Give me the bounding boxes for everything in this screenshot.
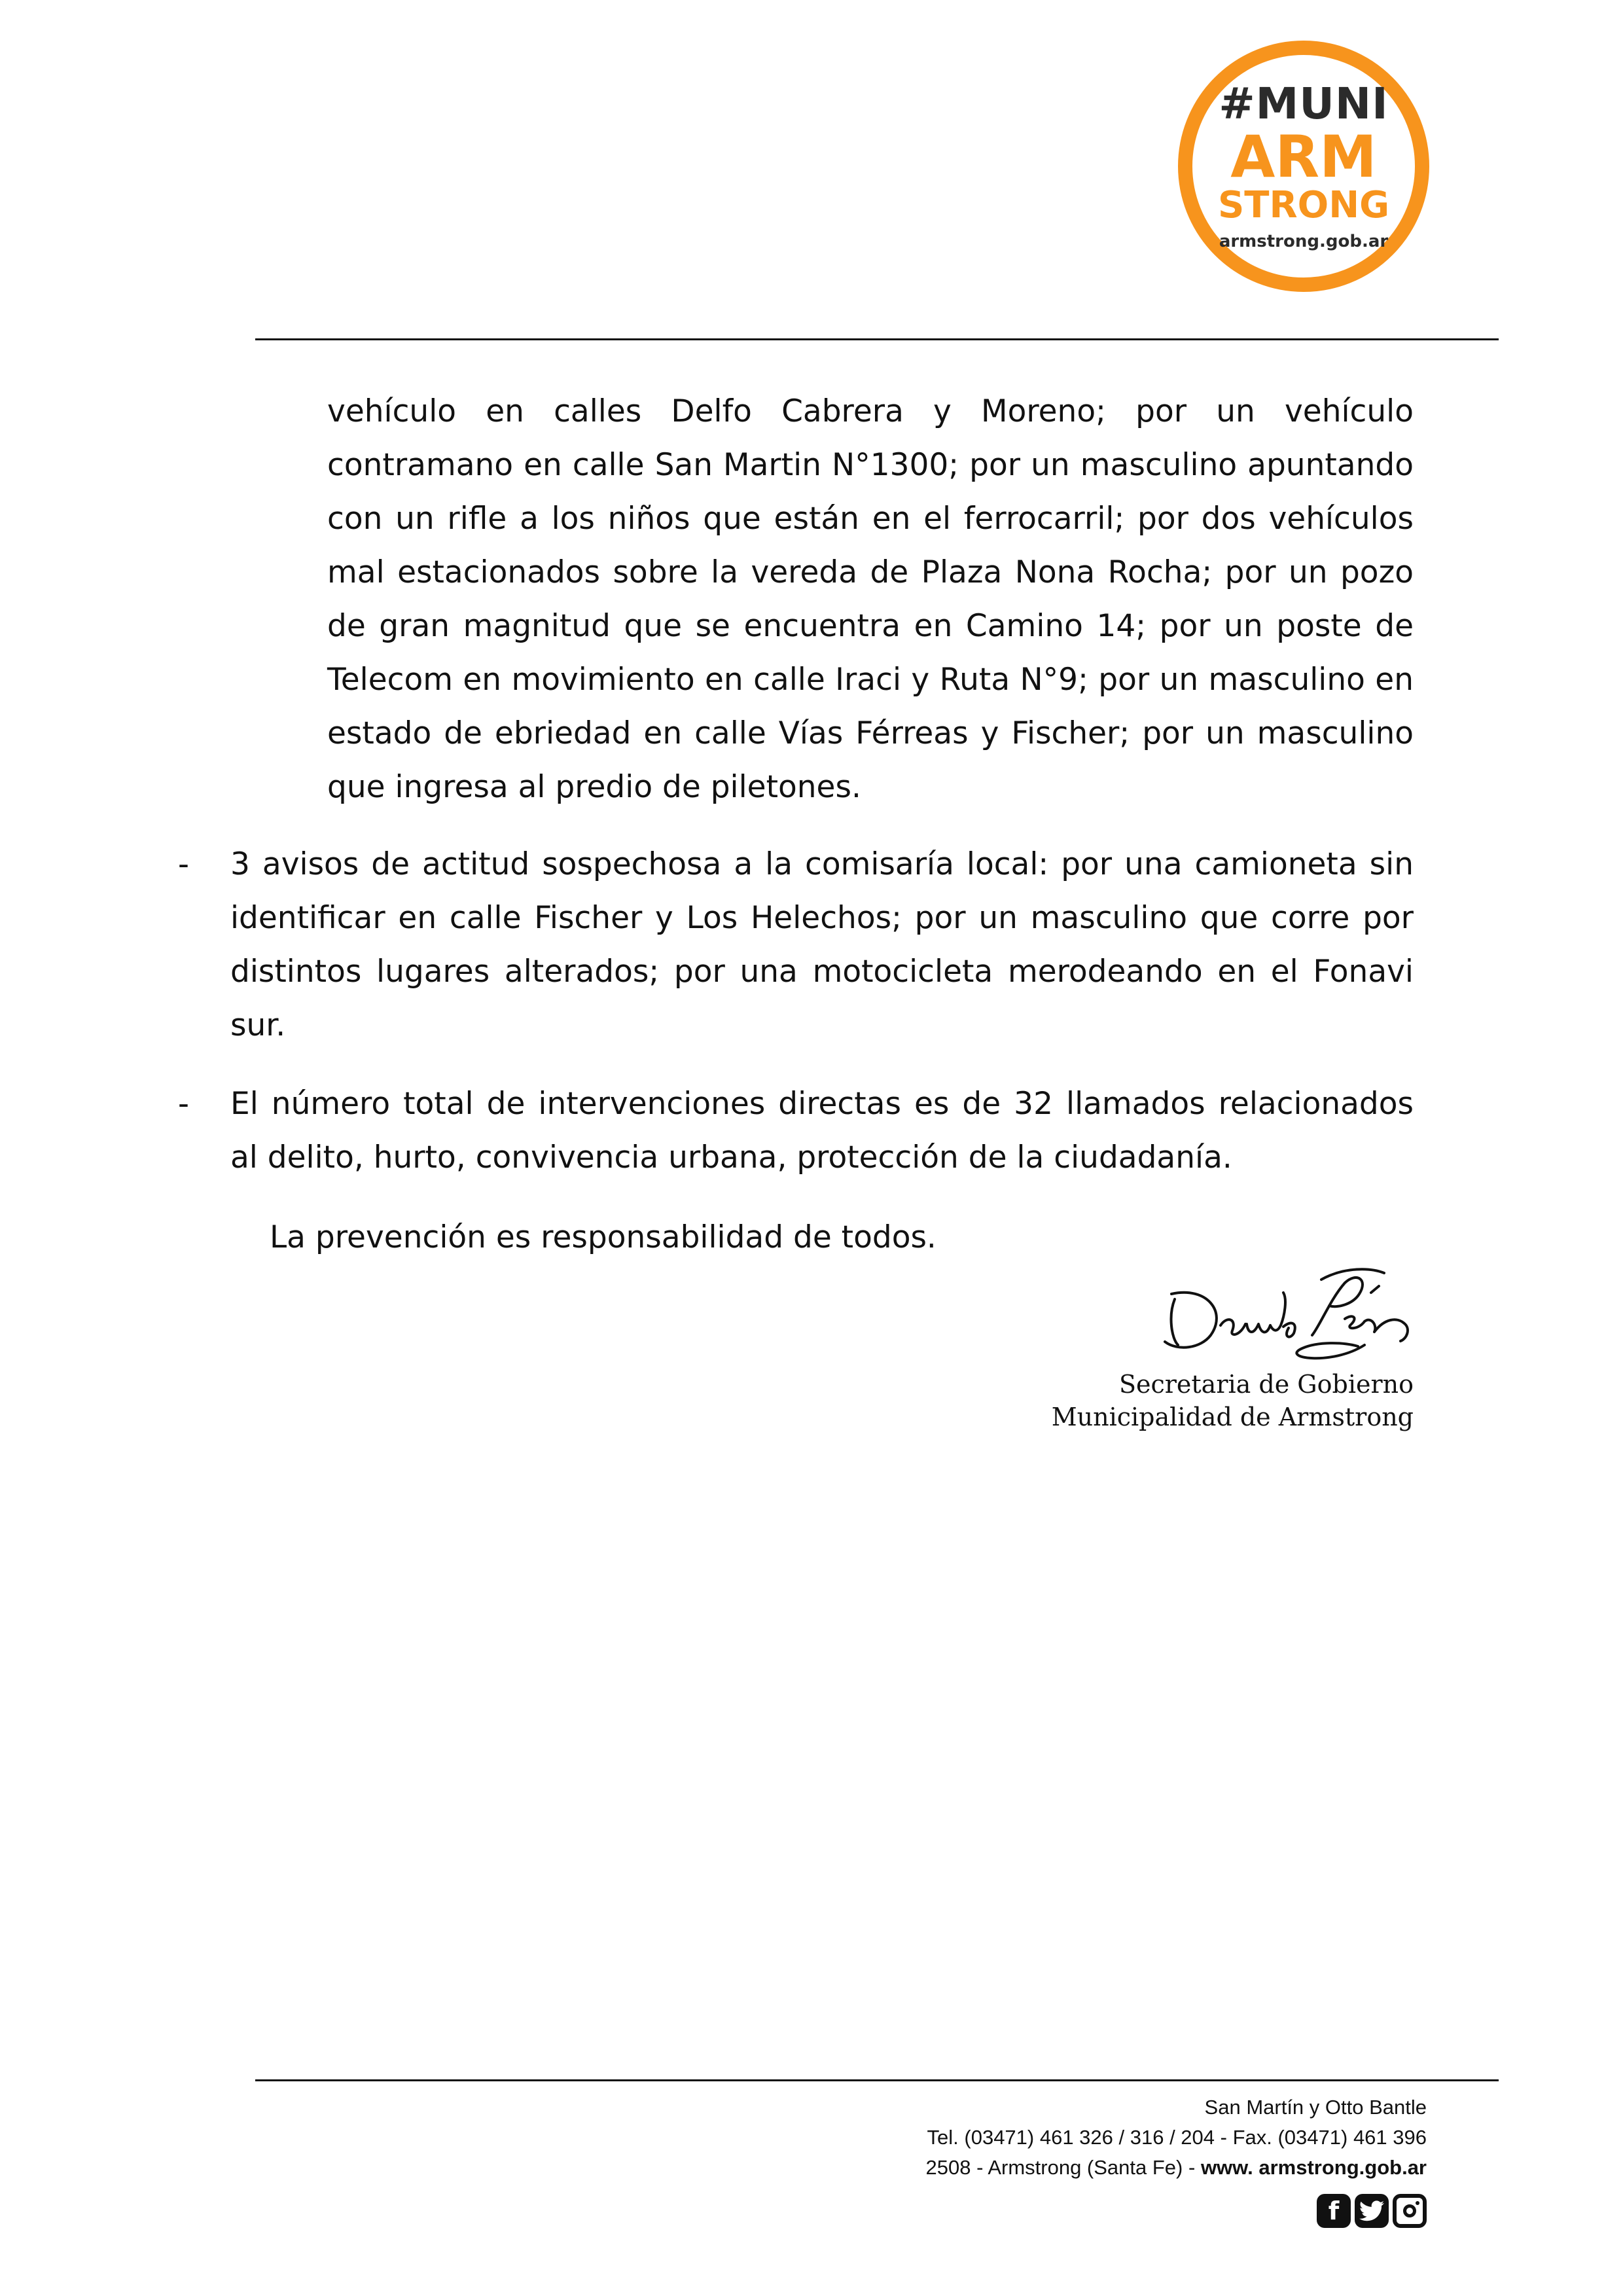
bullet-item-total-interventions: El número total de intervenciones directas es de 32 llamados relacionados al delito, hurto, convivencia urbana, protección de la ciudadanía. — [230, 1086, 1414, 1175]
bullet-item-suspicious-activity: 3 avisos de actitud sospechosa a la comisaría local: por una camioneta sin identificar en calle Fischer y Los Helechos; por un masculino que corre por distintos lugares alterados; por una motocicleta merodeando en el Fonavi sur. — [230, 846, 1414, 1043]
header-divider — [255, 338, 1499, 340]
footer-phones: Tel. (03471) 461 326 / 316 / 204 - Fax. (03471) 461 396 — [927, 2126, 1427, 2149]
handwritten-signature — [1149, 1253, 1430, 1368]
footer-contact — [926, 2092, 1427, 2183]
signatory-title: Secretaria de Gobierno — [1118, 1370, 1414, 1399]
bullet-marker: - — [178, 846, 189, 882]
footer-website-link[interactable]: www. armstrong.gob.ar — [1200, 2156, 1427, 2179]
instagram-icon[interactable] — [1393, 2194, 1427, 2228]
logo-line-muni: #MUNI — [1219, 79, 1389, 129]
footer-address: San Martín y Otto Bantle — [1204, 2096, 1427, 2119]
municipality-logo — [1178, 41, 1429, 292]
social-links — [1317, 2194, 1427, 2228]
footer-city-line — [926, 2153, 1427, 2183]
logo-line-arm: ARM — [1230, 123, 1377, 190]
twitter-icon[interactable] — [1355, 2194, 1389, 2228]
logo-line-strong: STRONG — [1217, 184, 1390, 226]
continuation-paragraph: vehículo en calles Delfo Cabrera y Moreno; por un vehículo contramano en calle San Martin N°1300; por un masculino apuntando con un rifle a los niños que están en el ferrocarril; por dos vehículos mal estacionados sobre la vereda de Plaza Nona Rocha; por un pozo de gran magnitud que se encuentra en Camino 14; por un poste de Telecom en movimiento en calle Iraci y Ruta N°9; por un masculino en estado de ebriedad en calle Vías Férreas y Fischer; por un masculino que ingresa al predio de piletones. — [327, 393, 1414, 805]
facebook-icon[interactable]: f — [1317, 2194, 1351, 2228]
closing-statement: La prevención es responsabilidad de todos. — [270, 1219, 936, 1255]
signature-block — [1052, 1368, 1414, 1433]
bullet-marker: - — [178, 1086, 189, 1122]
footer-city: 2508 - Armstrong (Santa Fe) - — [925, 2156, 1201, 2179]
logo-website: armstrong.gob.ar — [1219, 232, 1389, 251]
signatory-organization: Municipalidad de Armstrong — [1051, 1403, 1414, 1431]
footer-divider — [255, 2079, 1499, 2081]
